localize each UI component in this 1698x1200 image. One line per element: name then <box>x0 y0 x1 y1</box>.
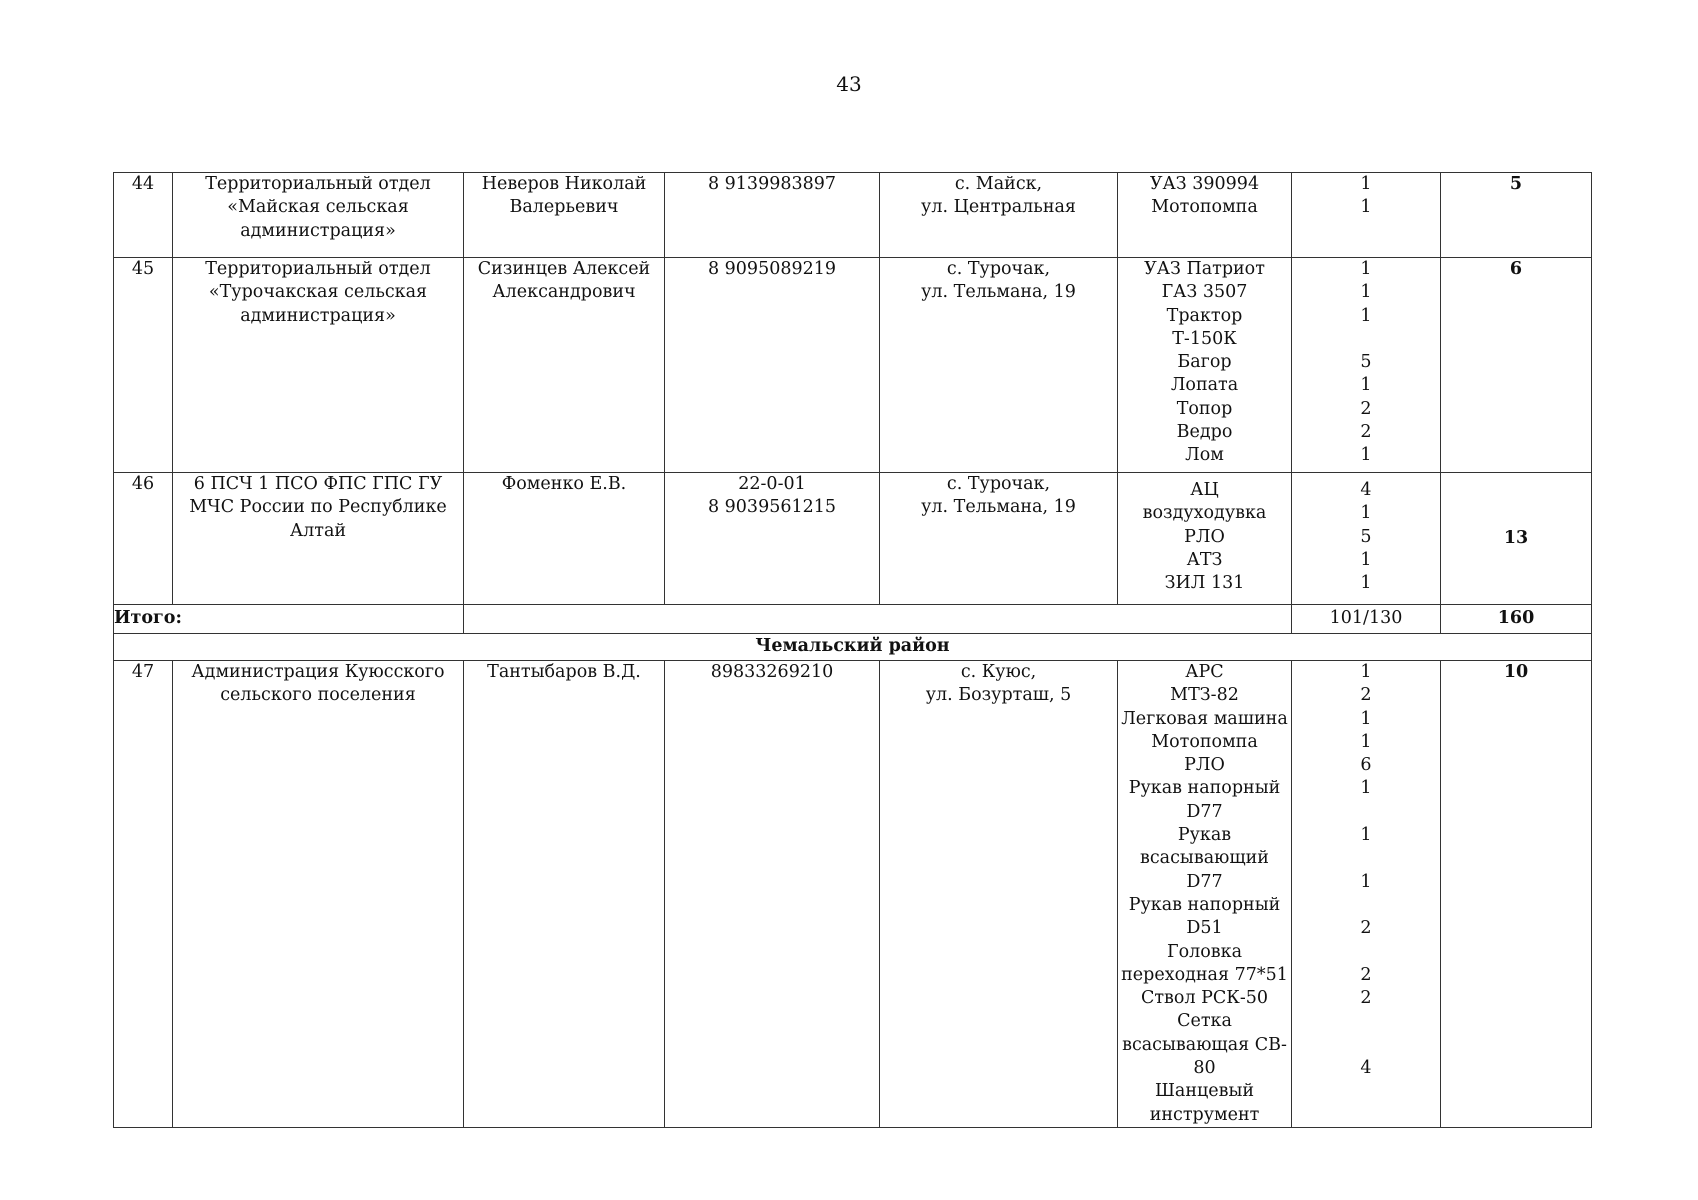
table-row <box>114 661 1592 1128</box>
organization-cell: 6 ПСЧ 1 ПСО ФПС ГПС ГУ МЧС России по Республике Алтай <box>173 473 464 605</box>
phone-cell: 22-0-01 8 9039561215 <box>665 473 880 605</box>
equipment-cell: УАЗ Патриот ГАЗ 3507 Трактор Т-150К Багор Лопата Топор Ведро Лом <box>1118 258 1292 473</box>
address-cell: с. Куюс, ул. Бозурташ, 5 <box>880 661 1118 1128</box>
totals-label: Итого: <box>114 605 464 634</box>
quantity-cell: 4 1 5 1 1 <box>1292 473 1441 605</box>
equipment-cell: АРС МТЗ-82 Легковая машина Мотопомпа РЛО Рукав напорный D77 Рукав всасывающий D77 Рукав напорный D51 Головка переходная 77*51 Ствол РСК-50 Сетка всасывающая СВ- 80 Шанцевый инструмент <box>1118 661 1292 1128</box>
responsible-person-cell: Тантыбаров В.Д. <box>464 661 665 1128</box>
total-cell: 13 <box>1441 473 1592 605</box>
totals-empty-cell <box>464 605 1292 634</box>
row-number: 45 <box>114 258 173 473</box>
table-row <box>114 173 1592 258</box>
quantity-cell: 1 2 1 1 6 1 1 1 2 2 2 4 <box>1292 661 1441 1128</box>
organization-cell: Территориальный отдел «Турочакская сельская администрация» <box>173 258 464 473</box>
phone-cell: 8 9139983897 <box>665 173 880 258</box>
row-number: 46 <box>114 473 173 605</box>
total-cell: 6 <box>1441 258 1592 473</box>
phone-cell: 89833269210 <box>665 661 880 1128</box>
equipment-cell: АЦ воздуходувка РЛО АТЗ ЗИЛ 131 <box>1118 473 1292 605</box>
quantity-cell: 1 1 1 5 1 2 2 1 <box>1292 258 1441 473</box>
resources-table <box>113 172 1592 1128</box>
responsible-person-cell: Неверов Николай Валерьевич <box>464 173 665 258</box>
total-cell: 5 <box>1441 173 1592 258</box>
quantity-cell: 1 1 <box>1292 173 1441 258</box>
row-number: 47 <box>114 661 173 1128</box>
responsible-person-cell: Фоменко Е.В. <box>464 473 665 605</box>
table-row <box>114 258 1592 473</box>
district-heading: Чемальский район <box>114 634 1592 661</box>
district-row <box>114 634 1592 661</box>
organization-cell: Территориальный отдел «Майская сельская администрация» <box>173 173 464 258</box>
total-cell: 10 <box>1441 661 1592 1128</box>
address-cell: с. Турочак, ул. Тельмана, 19 <box>880 258 1118 473</box>
address-cell: с. Турочак, ул. Тельмана, 19 <box>880 473 1118 605</box>
equipment-cell: УАЗ 390994 Мотопомпа <box>1118 173 1292 258</box>
address-cell: с. Майск, ул. Центральная <box>880 173 1118 258</box>
responsible-person-cell: Сизинцев Алексей Александрович <box>464 258 665 473</box>
table-row <box>114 473 1592 605</box>
organization-cell: Администрация Куюсского сельского поселения <box>173 661 464 1128</box>
totals-row <box>114 605 1592 634</box>
phone-cell: 8 9095089219 <box>665 258 880 473</box>
page-number: 43 <box>836 72 862 96</box>
row-number: 44 <box>114 173 173 258</box>
totals-quantity: 101/130 <box>1292 605 1441 634</box>
totals-total: 160 <box>1441 605 1592 634</box>
